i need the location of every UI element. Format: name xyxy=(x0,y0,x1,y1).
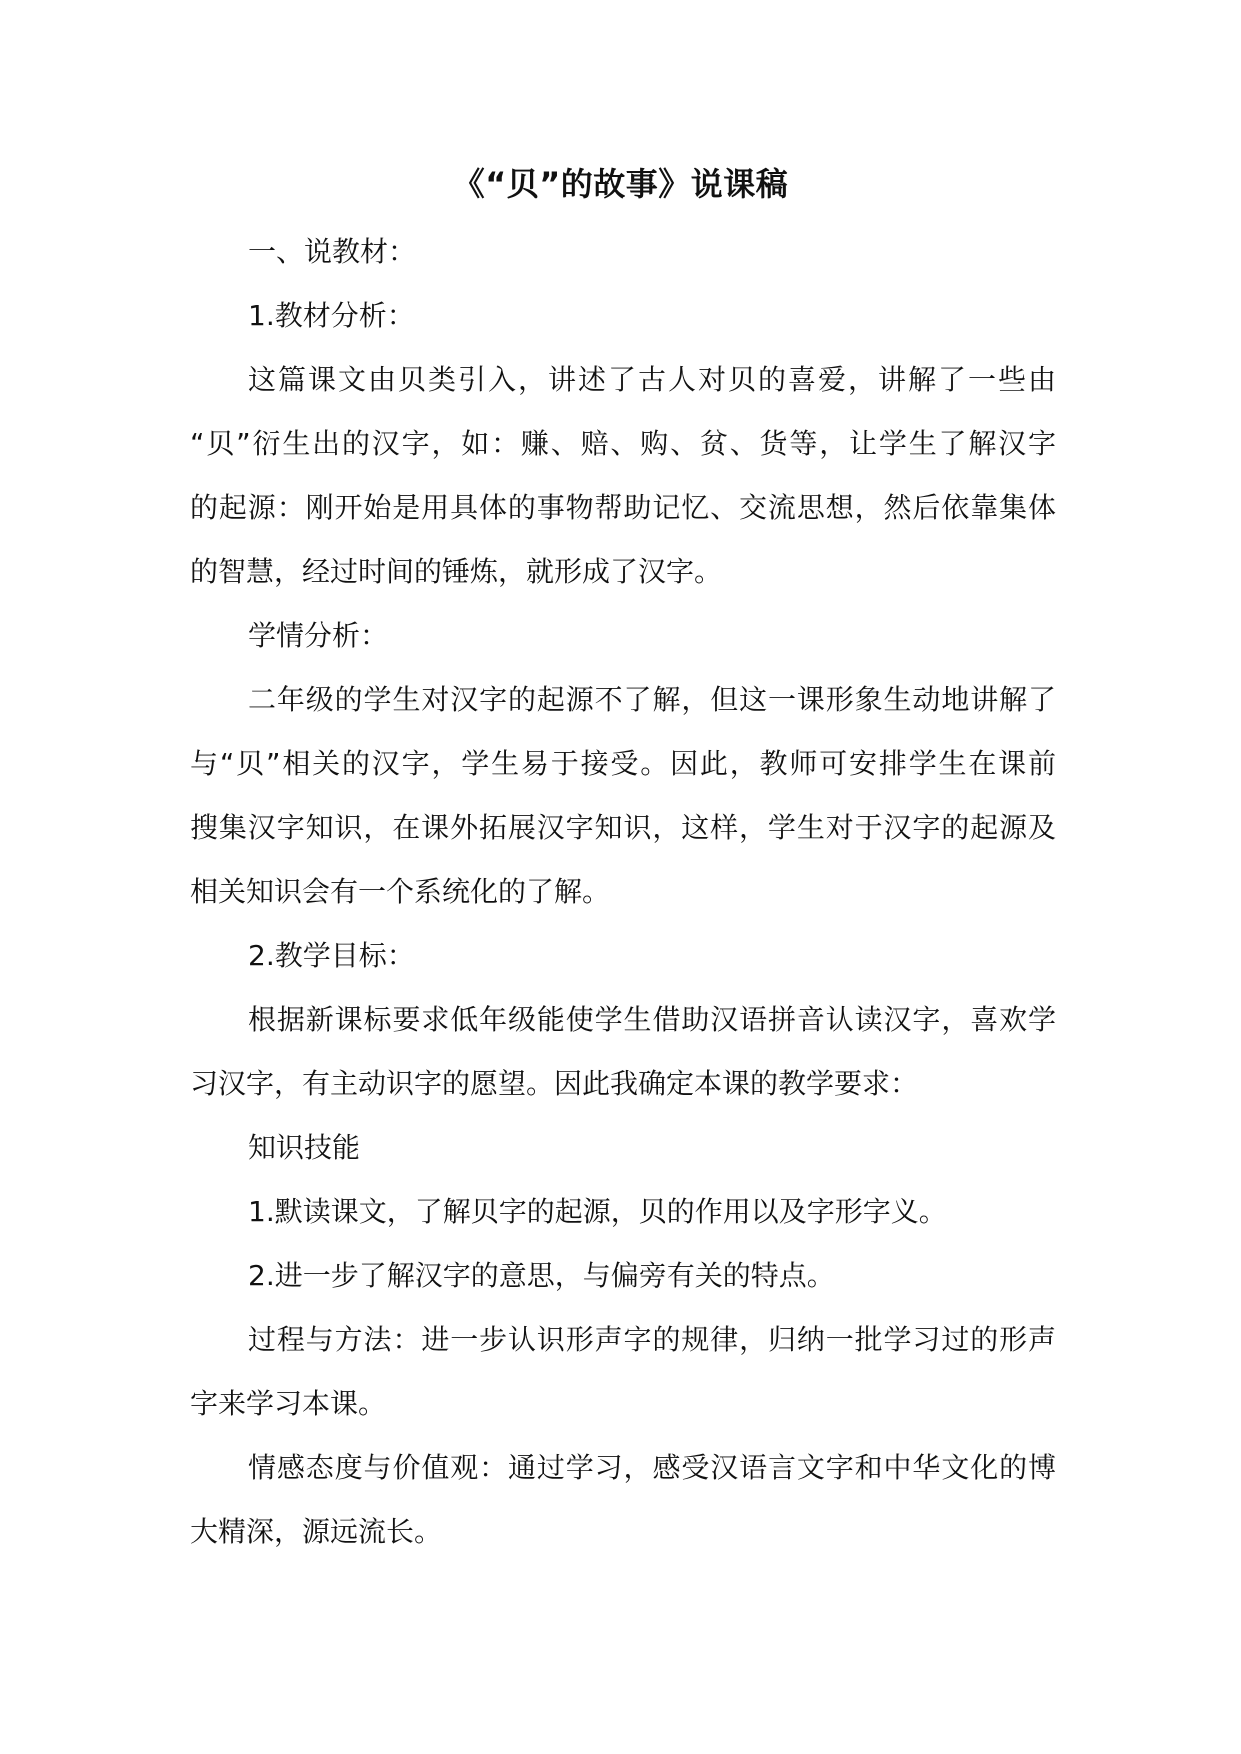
list-item: 2.进一步了解汉字的意思，与偏旁有关的特点。 xyxy=(248,1259,835,1292)
paragraph-line: 情感态度与价值观：通过学习，感受汉语言文字和中华文化的博 xyxy=(248,1451,1056,1484)
paragraph-line: 字来学习本课。 xyxy=(190,1387,387,1420)
paragraph-line: 搜集汉字知识，在课外拓展汉字知识，这样，学生对于汉字的起源及 xyxy=(190,811,1056,844)
paragraph-line: 的智慧，经过时间的锤炼，就形成了汉字。 xyxy=(190,555,723,588)
list-item: 1.默读课文，了解贝字的起源，贝的作用以及字形字义。 xyxy=(248,1195,947,1228)
paragraph-line: 相关知识会有一个系统化的了解。 xyxy=(190,875,611,908)
paragraph-line: 大精深，源远流长。 xyxy=(190,1515,443,1548)
paragraph-line: 与“贝”相关的汉字，学生易于接受。因此，教师可安排学生在课前 xyxy=(190,747,1056,780)
paragraph-line: 的起源：刚开始是用具体的事物帮助记忆、交流思想，然后依靠集体 xyxy=(190,491,1056,524)
paragraph-line: 习汉字，有主动识字的愿望。因此我确定本课的教学要求： xyxy=(190,1067,919,1100)
paragraph-line: 这篇课文由贝类引入，讲述了古人对贝的喜爱，讲解了一些由 xyxy=(248,363,1056,396)
paragraph-line: 二年级的学生对汉字的起源不了解，但这一课形象生动地讲解了 xyxy=(248,683,1056,716)
paragraph-line: 过程与方法：进一步认识形声字的规律，归纳一批学习过的形声 xyxy=(248,1323,1056,1356)
paragraph-line: “贝”衍生出的汉字，如：赚、赔、购、贫、货等，让学生了解汉字 xyxy=(190,427,1056,460)
subsection-heading: 2.教学目标： xyxy=(248,939,415,972)
paragraph-line: 根据新课标要求低年级能使学生借助汉语拼音认读汉字，喜欢学 xyxy=(248,1003,1056,1036)
subsection-heading: 1.教材分析： xyxy=(248,299,415,332)
subsection-heading: 学情分析： xyxy=(248,619,389,652)
document-title: 《“贝”的故事》说课稿 xyxy=(452,165,789,203)
section-heading: 一、说教材： xyxy=(248,235,417,268)
subsection-heading: 知识技能 xyxy=(248,1131,361,1164)
